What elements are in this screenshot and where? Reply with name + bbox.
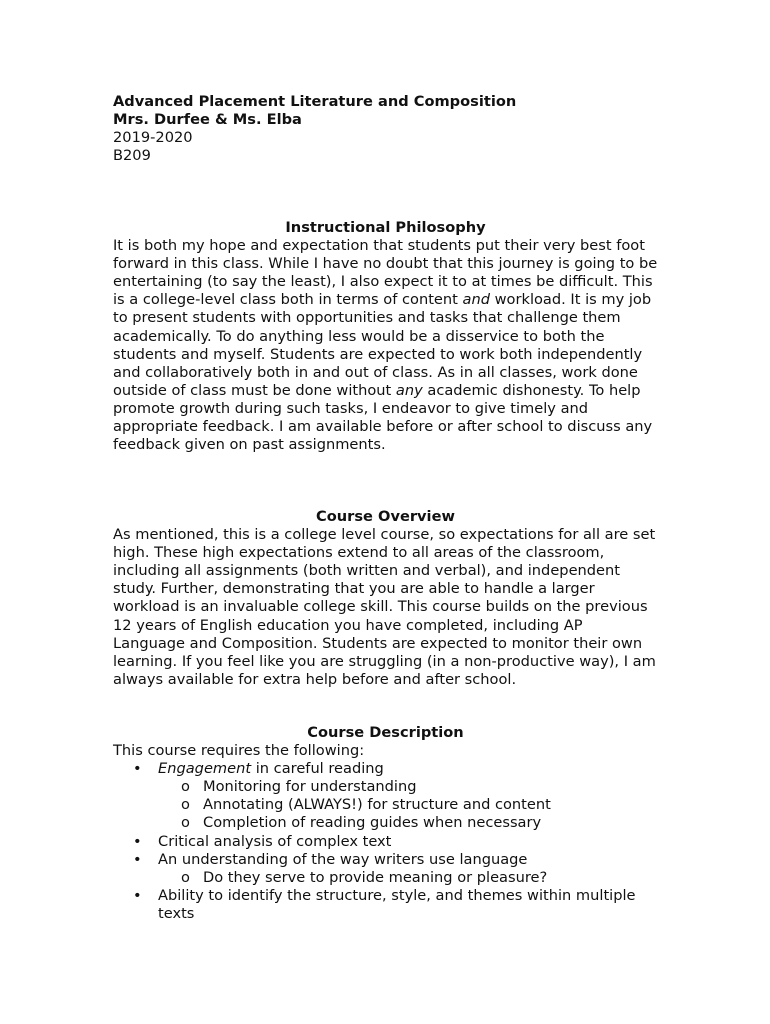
requirements-list	[113, 760, 658, 923]
teacher-names: Mrs. Durfee & Ms. Elba	[113, 111, 302, 129]
philosophy-paragraph	[113, 237, 658, 454]
sub-list-item: o Completion of reading guides when necessary	[113, 814, 658, 832]
philosophy-heading: Instructional Philosophy	[285, 219, 486, 236]
philosophy-text-2: workload. It is my job to present students with opportunities and tasks that challenge them academically. To do anything less would be a disservice to both the students and myself. Students are expected to work both independently and collaboratively both in and out of class. As in all classes, work done outside of class must be done without	[113, 291, 652, 399]
philosophy-text-3: academic dishonesty. To help promote growth during such tasks, I endeavor to give timely and appropriate feedback. I am available before or after school to discuss any feedback given on past assignments.	[113, 381, 653, 454]
philosophy-text-1: It is both my hope and expectation that students put their very best foot forward in this class. While I have no doubt that this journey is going to be entertaining (to say the least), I also expect it to at times be difficult. This is a college-level class both in terms of content	[113, 237, 658, 309]
philosophy-section	[113, 219, 658, 454]
overview-paragraph: As mentioned, this is a college level course, so expectations for all are set high. These high expectations extend to all areas of the classroom, including all assignments (both written and verbal), and independent study. Further, demonstrating that you are able to handle a larger workload is an invaluable college skill. This course builds on the previous 12 years of English education you have completed, including AP Language and Composition. Students are expected to monitor their own learning. If you feel like you are struggling (in a non-productive way), I am always available for extra help before and after school.	[113, 526, 656, 688]
language-text: An understanding of the way writers use language	[158, 850, 528, 868]
list-item	[113, 760, 658, 832]
engagement-emphasis: Engagement	[158, 760, 252, 778]
course-title: Advanced Placement Literature and Composition	[113, 93, 517, 110]
document-header	[113, 93, 658, 165]
overview-section	[113, 508, 658, 689]
description-section	[113, 724, 658, 923]
description-intro: This course requires the following:	[113, 742, 365, 760]
room-number: B209	[113, 147, 151, 165]
philosophy-emphasis-any: any	[395, 381, 423, 399]
engagement-text: in careful reading	[251, 760, 384, 778]
list-item: • Critical analysis of complex text	[113, 833, 658, 851]
school-year: 2019-2020	[113, 129, 193, 147]
sub-list-item: o Monitoring for understanding	[113, 778, 658, 796]
philosophy-emphasis-and: and	[462, 291, 490, 309]
engagement-sublist	[158, 778, 658, 832]
list-item: • Ability to identify the structure, style, and themes within multiple texts	[113, 887, 658, 923]
description-heading: Course Description	[307, 724, 464, 741]
list-item	[113, 851, 658, 887]
sub-list-item: o Annotating (ALWAYS!) for structure and content	[113, 796, 658, 814]
language-sublist	[158, 869, 658, 887]
sub-list-item: o Do they serve to provide meaning or pleasure?	[113, 869, 658, 887]
overview-heading: Course Overview	[316, 508, 455, 525]
